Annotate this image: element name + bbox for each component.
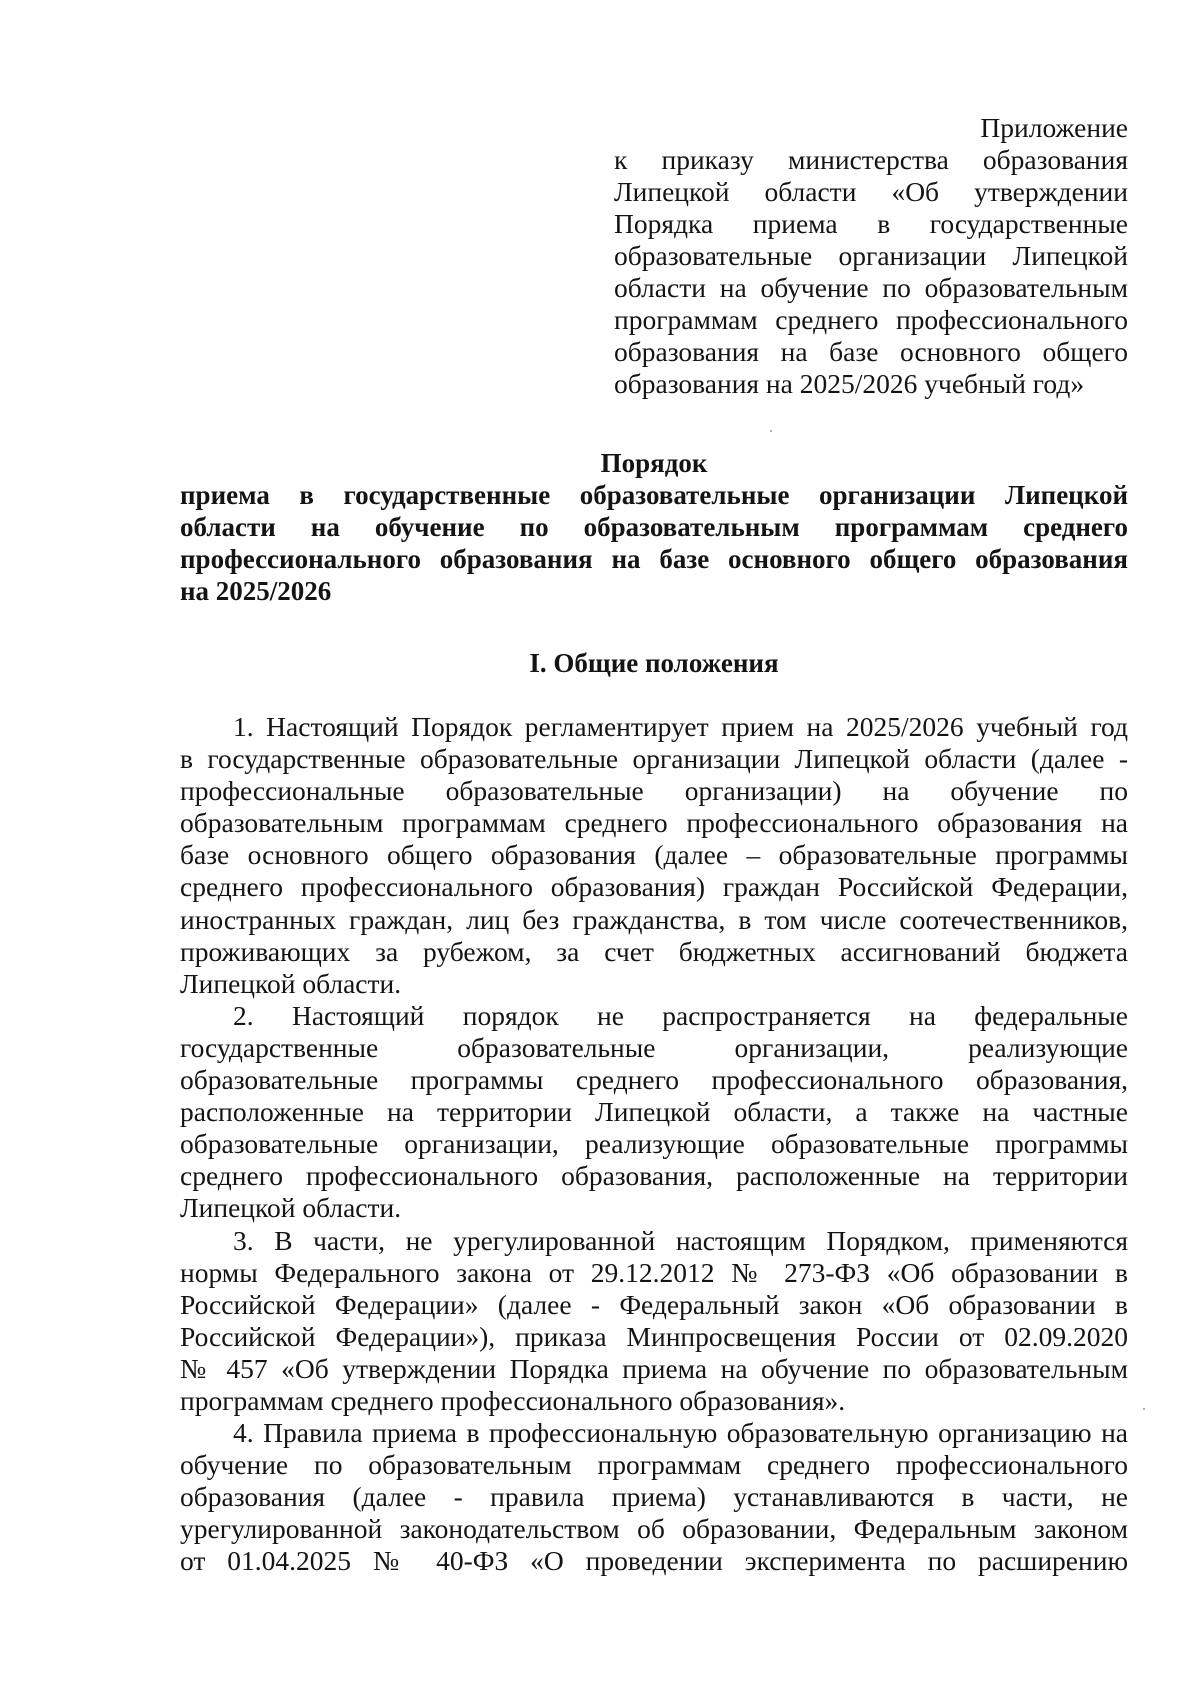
document-title <box>180 447 1128 607</box>
appendix-line: образовательные организации Липецкой <box>614 240 1128 271</box>
paragraph-line: государственные образовательные организации, реализующие <box>180 1031 1128 1063</box>
paragraph-line: образования (далее - правила приема) устанавливаются в части, не <box>180 1481 1128 1513</box>
appendix-body <box>614 144 1128 400</box>
paragraph-line: Липецкой области. <box>180 967 402 999</box>
document-title-line: приема в государственные образовательные организации Липецкой <box>180 480 1128 510</box>
paragraph-3 <box>180 1225 1128 1418</box>
paragraph-line: 3. В части, не урегулированной настоящим Порядком, применяются <box>233 1224 1128 1256</box>
appendix-line: образования на базе основного общего <box>614 336 1128 367</box>
paragraph-line: 4. Правила приема в профессиональную образовательную организацию на <box>233 1417 1128 1449</box>
document-title-line: на 2025/2026 <box>180 576 332 606</box>
paragraph-line: 1. Настоящий Порядок регламентирует прием на 2025/2026 учебный год <box>233 711 1128 742</box>
appendix-title: Приложение <box>980 112 1128 143</box>
scan-speck <box>1143 1408 1145 1410</box>
document-title-line: области на обучение по образовательным программам среднего <box>180 512 1128 542</box>
paragraph-line: расположенные на территории Липецкой области, а также на частные <box>180 1096 1128 1128</box>
paragraph-2 <box>180 1000 1128 1225</box>
paragraph-line: проживающих за рубежом, за счет бюджетных ассигнований бюджета <box>180 935 1128 967</box>
paragraph-line: среднего профессионального образования) граждан Российской Федерации, <box>180 871 1128 903</box>
paragraph-line: базе основного общего образования (далее – образовательные программы <box>180 839 1128 871</box>
paragraph-line: иностранных граждан, лиц без гражданства, в том числе соотечественников, <box>180 903 1128 935</box>
paragraph-line: Российской Федерации»), приказа Минпросвещения России от 02.09.2020 <box>180 1320 1128 1352</box>
document-title-line: профессионального образования на базе основного общего образования <box>180 544 1128 574</box>
paragraph-line: урегулированной законодательством об образовании, Федеральным законом <box>180 1513 1128 1545</box>
appendix-line: Липецкой области «Об утверждении <box>614 176 1128 207</box>
paragraph-line: образовательные программы среднего профессионального образования, <box>180 1064 1128 1096</box>
paragraph-line: от 01.04.2025 № 40-ФЗ «О проведении эксперимента по расширению <box>180 1545 1128 1577</box>
paragraph-4 <box>180 1417 1128 1577</box>
paragraph-line: профессиональные образовательные организации) на обучение по <box>180 775 1128 807</box>
paragraph-line: образовательным программам среднего профессионального образования на <box>180 807 1128 839</box>
paragraph-1 <box>180 711 1128 1000</box>
paragraph-line: обучение по образовательным программам среднего профессионального <box>180 1449 1128 1481</box>
paragraph-line: образовательные организации, реализующие образовательные программы <box>180 1128 1128 1160</box>
paragraph-line: Российской Федерации» (далее - Федеральный закон «Об образовании в <box>180 1288 1128 1320</box>
paragraph-line: № 457 «Об утверждении Порядка приема на обучение по образовательным <box>180 1352 1128 1384</box>
appendix-line: Порядка приема в государственные <box>614 208 1128 239</box>
body-text <box>180 711 1128 1578</box>
paragraph-line: среднего профессионального образования, расположенные на территории <box>180 1160 1128 1192</box>
document-title-heading: Порядок <box>600 448 708 478</box>
paragraph-line: нормы Федерального закона от 29.12.2012 № 273-ФЗ «Об образовании в <box>180 1256 1128 1288</box>
appendix-line: к приказу министерства образования <box>614 144 1128 175</box>
paragraph-line: Липецкой области. <box>180 1192 402 1224</box>
appendix-line: области на обучение по образовательным <box>614 272 1128 303</box>
paragraph-line: 2. Настоящий порядок не распространяется на федеральные <box>233 999 1128 1031</box>
paragraph-line: в государственные образовательные организации Липецкой области (далее - <box>180 743 1128 775</box>
appendix-line: образования на 2025/2026 учебный год» <box>614 368 1085 399</box>
scan-speck <box>770 430 772 432</box>
appendix-block <box>614 112 1128 400</box>
section-title: I. Общие положения <box>529 648 779 678</box>
paragraph-line: программам среднего профессионального образования». <box>180 1384 846 1416</box>
appendix-line: программам среднего профессионального <box>614 304 1128 335</box>
